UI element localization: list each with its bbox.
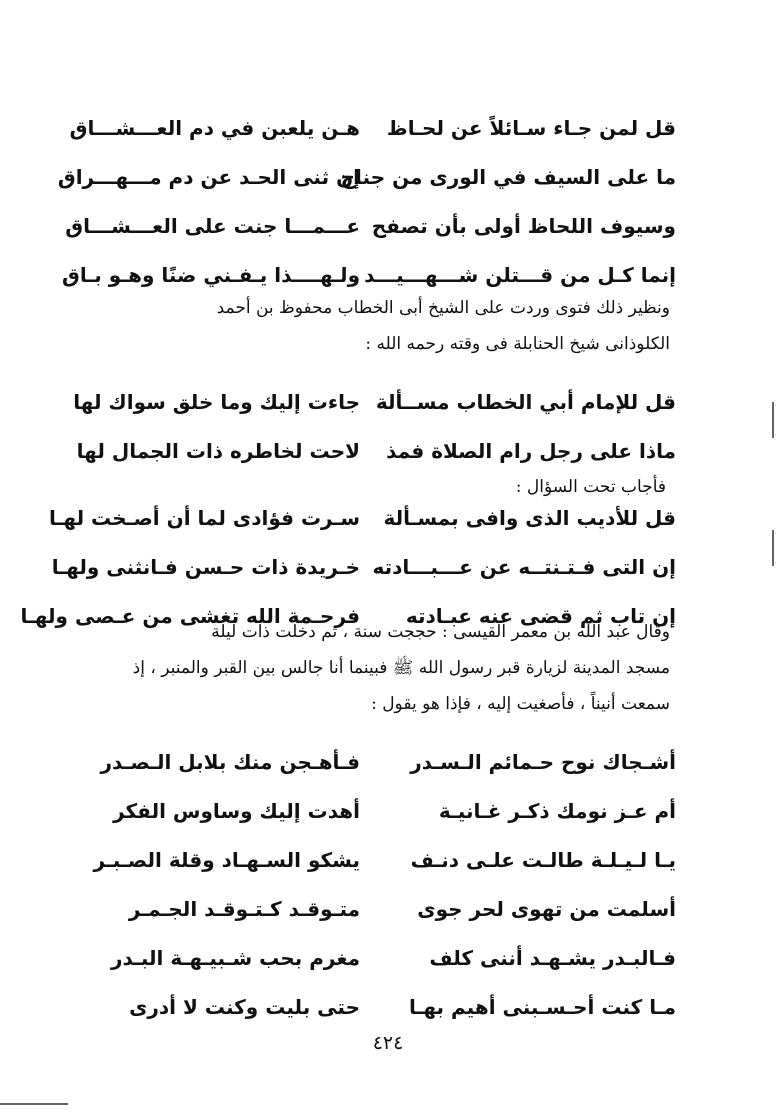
second-hemistich: فـأهـجن منك بلابل الـصـدر (100, 750, 360, 774)
prose-paragraph-2 (92, 614, 670, 722)
second-hemistich: مغرم بحب شـبيـهـة البـدر (110, 946, 360, 970)
verse-line (90, 943, 676, 992)
right-edge-mark (772, 530, 774, 566)
verse-line (51, 552, 676, 601)
poem-stanza-2 (73, 387, 676, 485)
verse-line (73, 387, 676, 436)
prose-line: سمعت أنيناً ، فأصغيت إليه ، فإذا هو يقول : (371, 694, 670, 714)
first-hemistich: فـالبـدر يشـهـد أننى كلف (429, 946, 676, 970)
first-hemistich: أشـجاك نوح حـمائم الـسـدر (410, 750, 676, 774)
prose-line: وقال عبد الله بن معمر القيسى : حججت سنة ، ثم دخلت ذات ليلة (211, 622, 670, 642)
first-hemistich: ماذا على رجل رام الصلاة فمذ (386, 439, 676, 463)
bottom-edge-line (0, 1103, 68, 1105)
prose-paragraph-1 (92, 290, 670, 362)
poem-stanza-4 (90, 747, 676, 1041)
verse-line (65, 211, 676, 260)
second-hemistich: إن ثنى الحـد عن دم مـــهـــراق (57, 165, 360, 189)
second-hemistich: جاءت إليك وما خلق سواك لها (73, 390, 360, 414)
verse-line (90, 845, 676, 894)
second-hemistich: فرحـمة الله تغشى من عـصى ولهـا (20, 604, 360, 628)
first-hemistich: إن تاب ثم قضى عنه عبـادته (405, 604, 676, 628)
first-hemistich: إنما كـل من قـــتلن شـــهـــيـــد (364, 263, 676, 287)
first-hemistich: وسيوف اللحاظ أولى بأن تصفح (371, 214, 676, 238)
first-hemistich: قل لمن جـاء سـائلاً عن لحـاظ (386, 116, 676, 140)
second-hemistich: متـوقـد كـتـوقـد الجـمـر (128, 897, 360, 921)
second-hemistich: ولـهــــذا يـفـني ضنًا وهـو بـاق (62, 263, 360, 287)
second-hemistich: يشكو السـهـاد وقلة الصـبـر (93, 848, 360, 872)
second-hemistich: خـريدة ذات حـسن فـانثنى ولهـا (51, 555, 360, 579)
second-hemistich: عـــمـــا جنت على العـــشـــاق (65, 214, 360, 238)
verse-line (57, 162, 676, 211)
second-hemistich: حتى بليت وكنت لا أدرى (129, 995, 360, 1019)
first-hemistich: قل للإمام أبي الخطاب مســألة (375, 390, 676, 414)
second-hemistich: هـن يلعبن في دم العـــشـــاق (69, 116, 360, 140)
prose-line: الكلوذانى شيخ الحنابلة فى وقته رحمه الله : (365, 334, 670, 354)
verse-line (90, 894, 676, 943)
second-hemistich: سـرت فؤادى لما أن أصـخت لهـا (49, 506, 360, 530)
page-number: ٤٢٤ (372, 1032, 404, 1054)
second-hemistich: لاحت لخاطره ذات الجمال لها (76, 439, 360, 463)
right-edge-mark (772, 402, 774, 438)
verse-line (69, 113, 676, 162)
first-hemistich: مـا كنت أحـسـبنى أهيم بهـا (408, 995, 676, 1019)
first-hemistich: إن التى فـتـنتــه عن عـــبـــادته (372, 555, 676, 579)
poem-stanza-1 (57, 113, 676, 309)
verse-line (49, 503, 676, 552)
first-hemistich: ما على السيف في الورى من جناح (340, 165, 676, 189)
first-hemistich: قل للأديب الذى وافى بمسـألة (383, 506, 676, 530)
prose-line: مسجد المدينة لزيارة قبر رسول الله ﷺ فبينما أنا جالس بين القبر والمنبر ، إذ (132, 658, 670, 678)
first-hemistich: أم عـز نومك ذكـر غـانيـة (438, 799, 676, 823)
prose-line: ونظير ذلك فتوى وردت على الشيخ أبى الخطاب محفوظ بن أحمد (216, 298, 670, 318)
second-hemistich: أهدت إليك وساوس الفكر (113, 799, 360, 823)
verse-line (90, 796, 676, 845)
first-hemistich: يـا لـيـلـة طالـت علـى دنـف (410, 848, 676, 872)
verse-line (90, 747, 676, 796)
first-hemistich: أسلمت من تهوى لحر جوى (417, 897, 676, 921)
answer-caption: فأجاب تحت السؤال : (515, 477, 666, 497)
